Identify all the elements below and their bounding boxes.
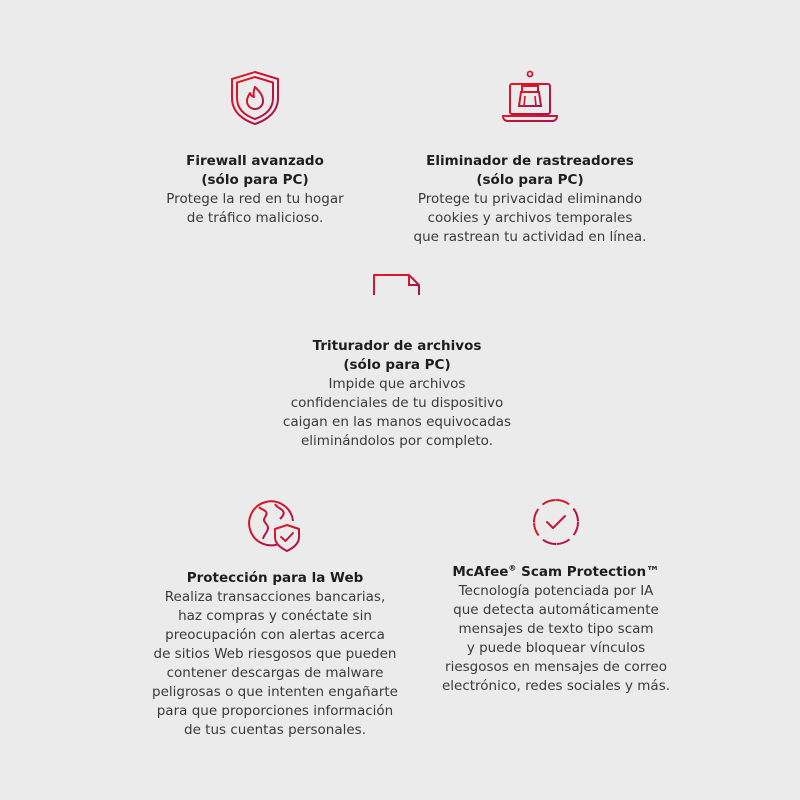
feature-title: McAfee® Scam Protection™ xyxy=(452,563,660,580)
feature-description: Tecnología potenciada por IA que detecta automáticamente mensajes de texto tipo scam y puede bloquear vínculos riesgosos en mensajes de correo electrónico, redes sociales y más. xyxy=(441,583,671,694)
feature-scam-protection xyxy=(430,493,682,696)
feature-title: Protección para la Web xyxy=(186,570,364,586)
feature-title: Firewall avanzado (sólo para PC) xyxy=(186,153,324,188)
feature-description: Protege la red en tu hogar de tráfico malicioso. xyxy=(166,191,344,226)
feature-title: Triturador de archivos (sólo para PC) xyxy=(312,338,482,373)
feature-firewall xyxy=(145,70,365,228)
feature-title: Eliminador de rastreadores (sólo para PC) xyxy=(426,153,634,188)
file-shredder-icon xyxy=(369,271,425,323)
firewall-shield-flame-icon xyxy=(228,70,282,126)
feature-file-shredder xyxy=(270,271,524,451)
feature-description: Impide que archivos confidenciales de tu dispositivo caigan en las manos equivocadas eliminándolos por completo. xyxy=(282,376,512,449)
tracker-remover-laptop-brush-icon xyxy=(500,70,560,126)
feature-description: Protege tu privacidad eliminando cookies y archivos temporales que rastrean tu actividad en línea. xyxy=(413,191,647,245)
feature-web-protection xyxy=(140,497,410,740)
feature-description: Realiza transacciones bancarias, haz compras y conéctate sin preocupación con alertas acerca de sitios Web riesgosos que pueden contener descargas de malware peligrosas o que intenten engañarte para que proporciones información de tus cuentas personales. xyxy=(152,589,398,738)
web-protection-globe-shield-icon xyxy=(247,497,303,553)
scam-protection-target-check-icon xyxy=(527,493,585,551)
feature-tracker-remover xyxy=(410,70,650,247)
